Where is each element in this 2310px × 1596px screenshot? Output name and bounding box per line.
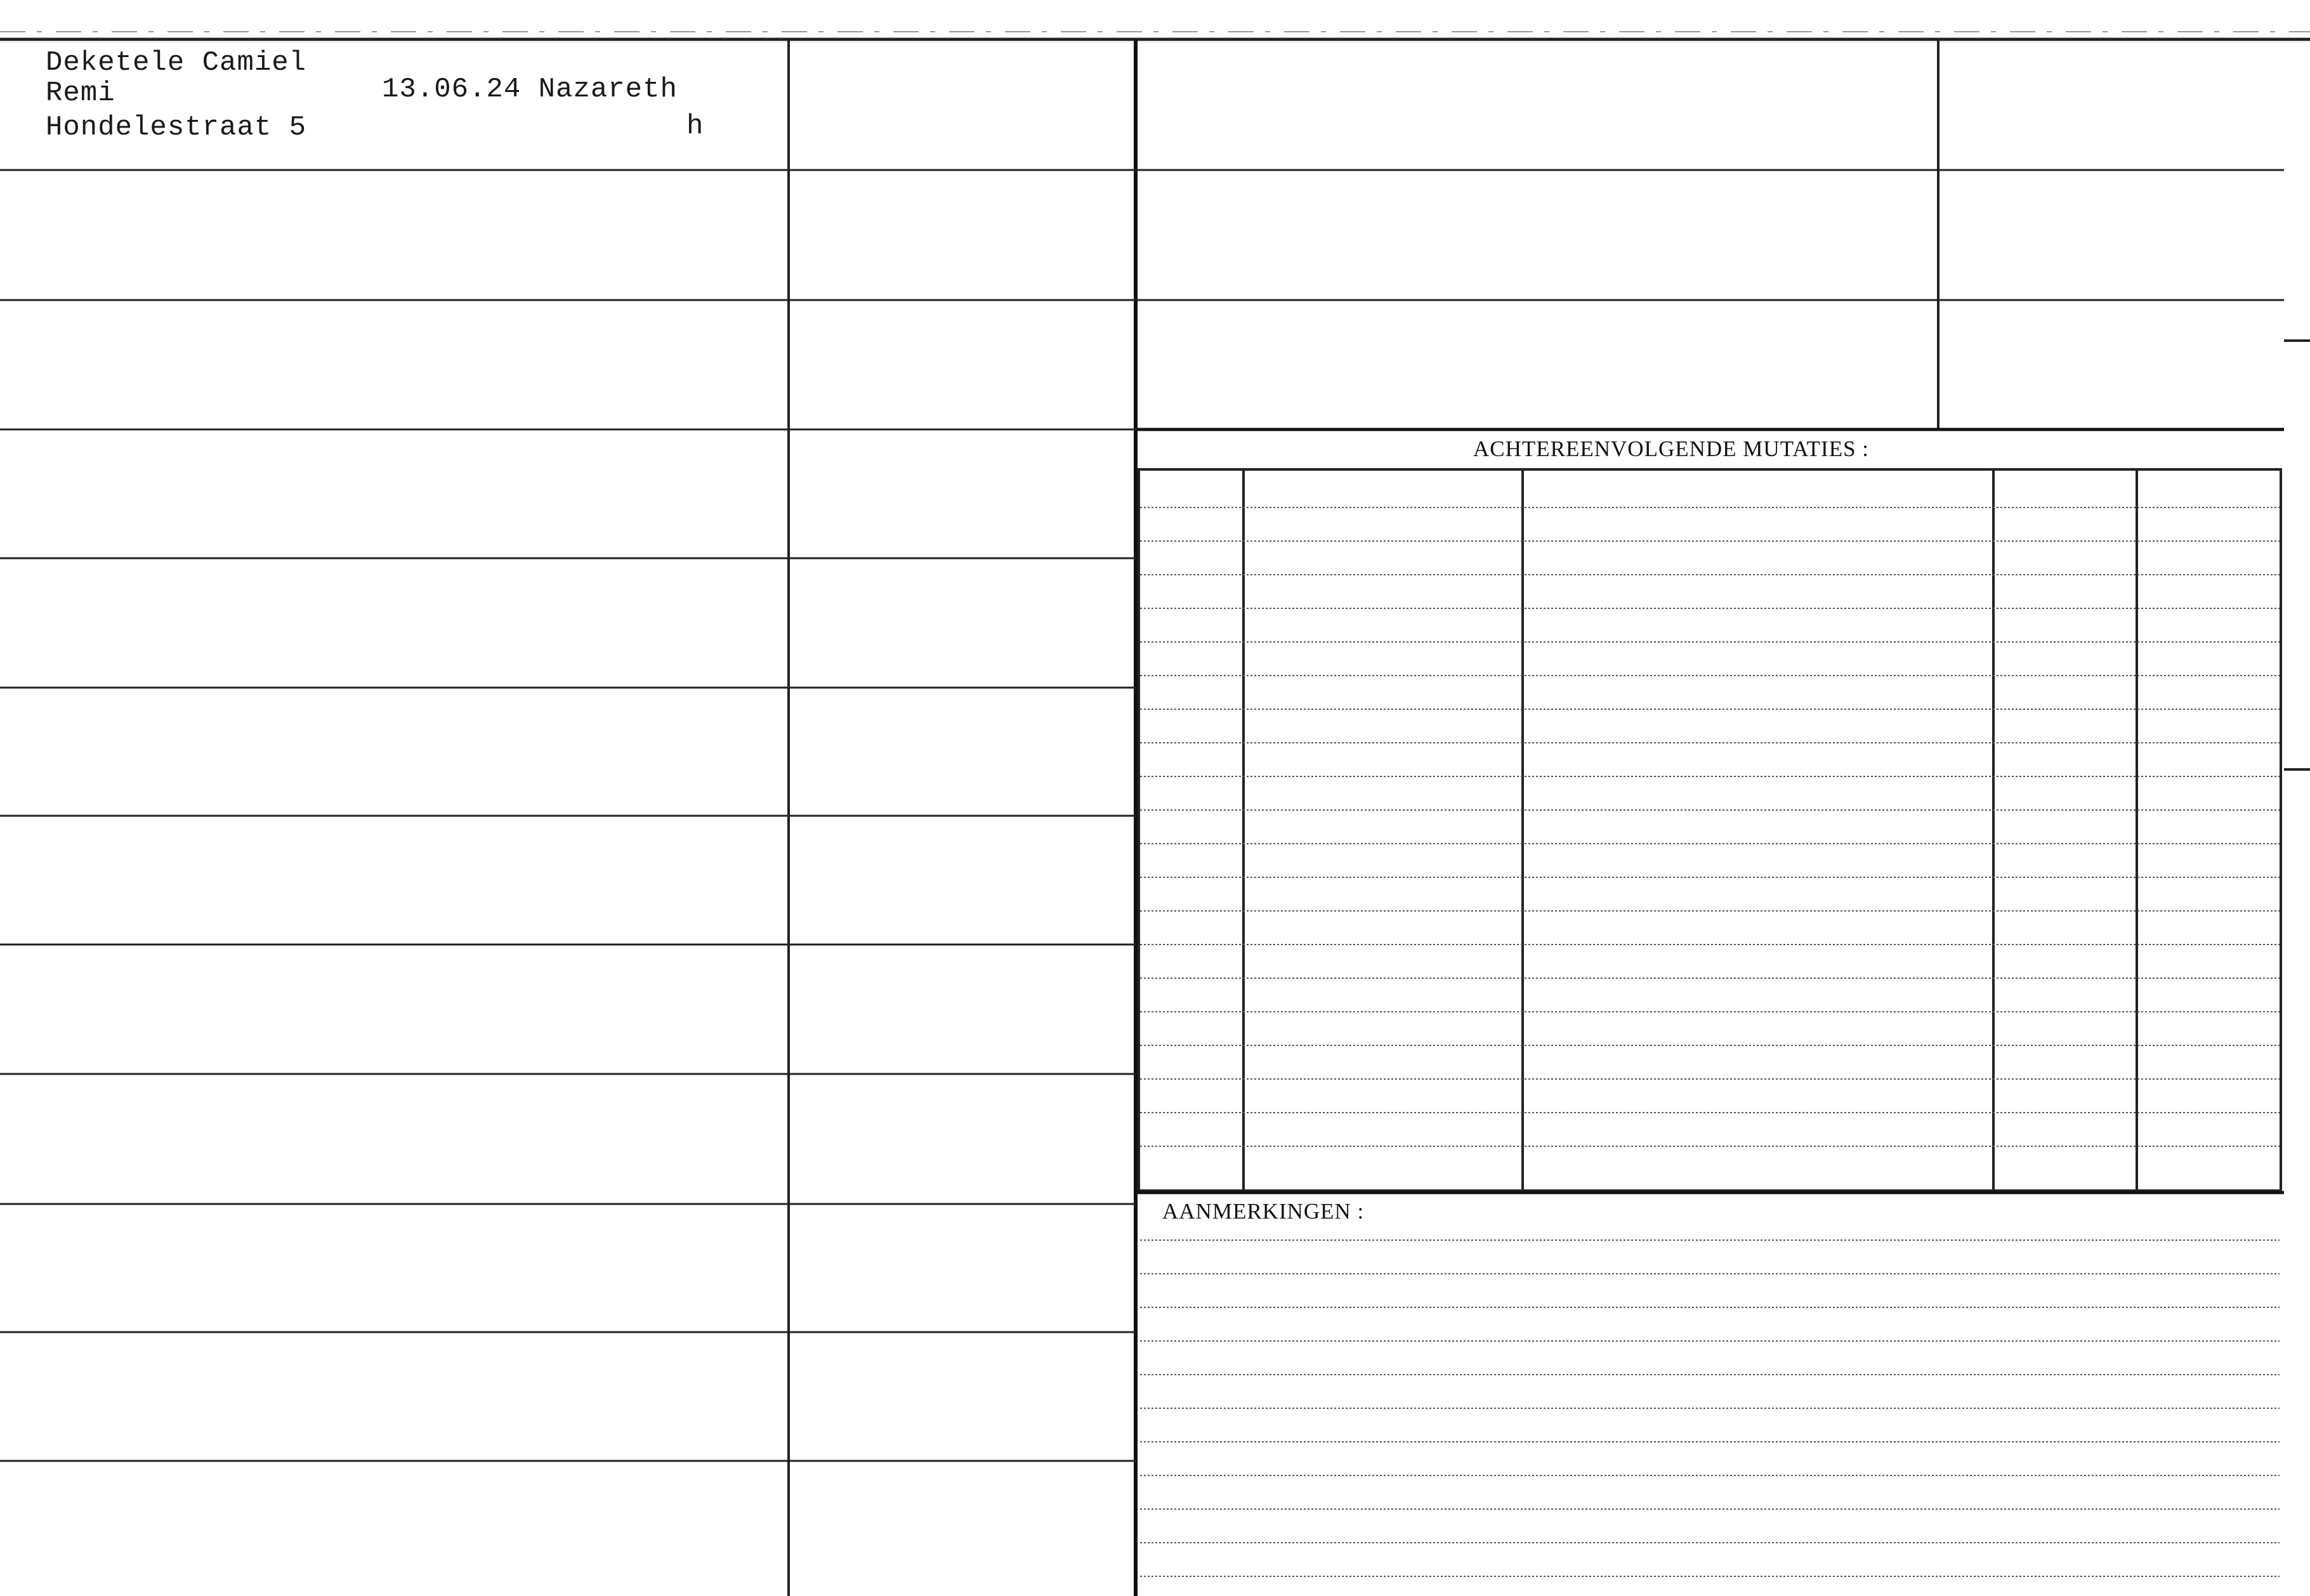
person-name: Deketele Camiel <box>46 47 307 79</box>
person-street: Hondelestraat 5 <box>46 112 307 143</box>
mutaties-heading: ACHTEREENVOLGENDE MUTATIES : <box>1473 436 1870 461</box>
left-rows <box>0 170 1136 1461</box>
person-second-name: Remi <box>46 77 115 109</box>
aanmerkingen-heading: AANMERKINGEN : <box>1162 1199 1365 1224</box>
birth-date-place: 13.06.24 Nazareth <box>382 74 678 105</box>
right-upper-rows <box>1136 170 2284 300</box>
mutaties-table <box>1139 469 2281 1191</box>
aanmerkingen-lines <box>1140 1240 2280 1576</box>
status-mark: h <box>686 110 704 142</box>
